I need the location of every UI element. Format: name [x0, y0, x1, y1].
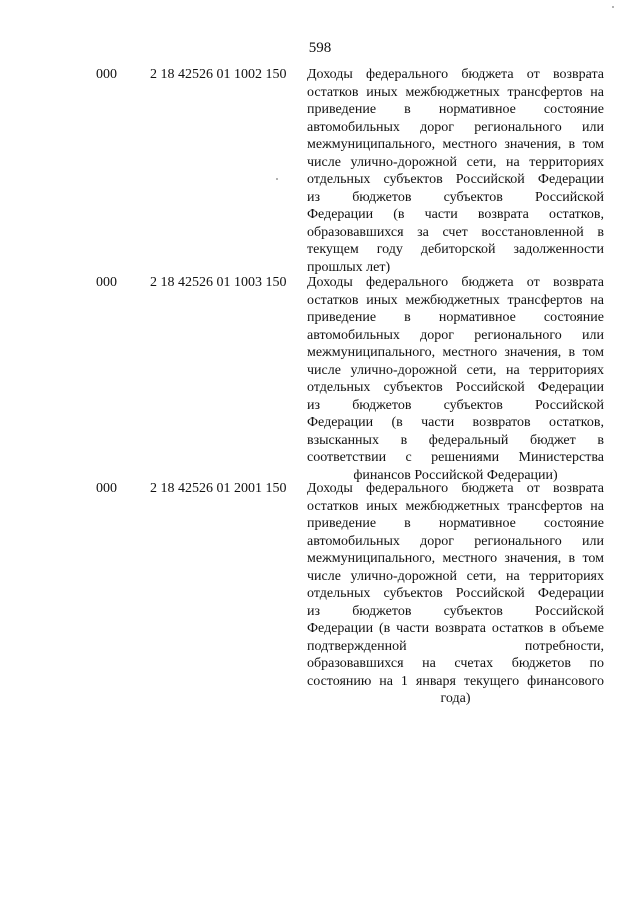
description-line: межмуниципального, местного значения, в том: [307, 345, 604, 360]
description-line: прошлых лет): [307, 259, 391, 275]
description-line: образовавшихся на счетах бюджетов по: [307, 656, 604, 671]
description-line: Доходы федерального бюджета от возврата: [307, 275, 604, 290]
description-line: отдельных субъектов Российской Федерации: [307, 586, 604, 601]
description-line: Доходы федерального бюджета от возврата: [307, 67, 604, 82]
scan-speck: [276, 178, 278, 180]
description-line: межмуниципального, местного значения, в том: [307, 137, 604, 152]
description-line: приведение в нормативное состояние: [307, 310, 604, 325]
description-line: Доходы федерального бюджета от возврата: [307, 481, 604, 496]
description-line: приведение в нормативное состояние: [307, 516, 604, 531]
description-line: из бюджетов субъектов Российской: [307, 603, 604, 619]
page-number: 598: [308, 40, 332, 56]
description-line: числе улично-дорожной сети, на территориях: [307, 362, 604, 378]
description-line: соответствии с решениями Министерства: [307, 450, 604, 465]
description-line: приведение в нормативное состояние: [307, 102, 604, 117]
description-line: образовавшихся за счет восстановленной в: [307, 224, 604, 240]
description-line: числе улично-дорожной сети, на территориях: [307, 154, 604, 170]
description-line: межмуниципального, местного значения, в том: [307, 551, 604, 566]
description-line: остатков иных межбюджетных трансфертов на: [307, 84, 604, 100]
description-line: из бюджетов субъектов Российской: [307, 189, 604, 205]
description-line: отдельных субъектов Российской Федерации: [307, 380, 604, 395]
description-line: числе улично-дорожной сети, на территориях: [307, 568, 604, 584]
description-line: Федерации (в части возврата остатков,: [307, 207, 604, 222]
entry-description: [307, 66, 604, 276]
description-line: остатков иных межбюджетных трансфертов на: [307, 498, 604, 514]
description-line: автомобильных дорог регионального или: [307, 119, 604, 135]
admin-code: 000: [96, 481, 117, 496]
description-line: автомобильных дорог регионального или: [307, 533, 604, 549]
description-line: из бюджетов субъектов Российской: [307, 397, 604, 413]
description-line: состоянию на 1 января текущего финансового: [307, 673, 604, 689]
entry-description: [307, 274, 604, 484]
description-line: остатков иных межбюджетных трансфертов на: [307, 292, 604, 308]
entry-description: [307, 480, 604, 708]
admin-code: 000: [96, 67, 117, 82]
kbk-code: 2 18 42526 01 1002 150: [150, 67, 287, 82]
description-line: Федерации (в части возвратов остатков,: [307, 415, 604, 430]
description-line: взысканных в федеральный бюджет в: [307, 432, 604, 448]
description-line: года): [440, 691, 471, 706]
scan-speck: [612, 6, 614, 8]
kbk-code: 2 18 42526 01 2001 150: [150, 481, 287, 496]
description-line: отдельных субъектов Российской Федерации: [307, 172, 604, 187]
description-line: автомобильных дорог регионального или: [307, 327, 604, 343]
description-line: текущем году дебиторской задолженности: [307, 242, 604, 257]
description-line: Федерации (в части возврата остатков в объеме: [307, 621, 604, 636]
description-line: подтвержденной потребности,: [307, 638, 604, 654]
kbk-code: 2 18 42526 01 1003 150: [150, 275, 287, 290]
admin-code: 000: [96, 275, 117, 290]
description-line: финансов Российской Федерации): [353, 467, 558, 483]
